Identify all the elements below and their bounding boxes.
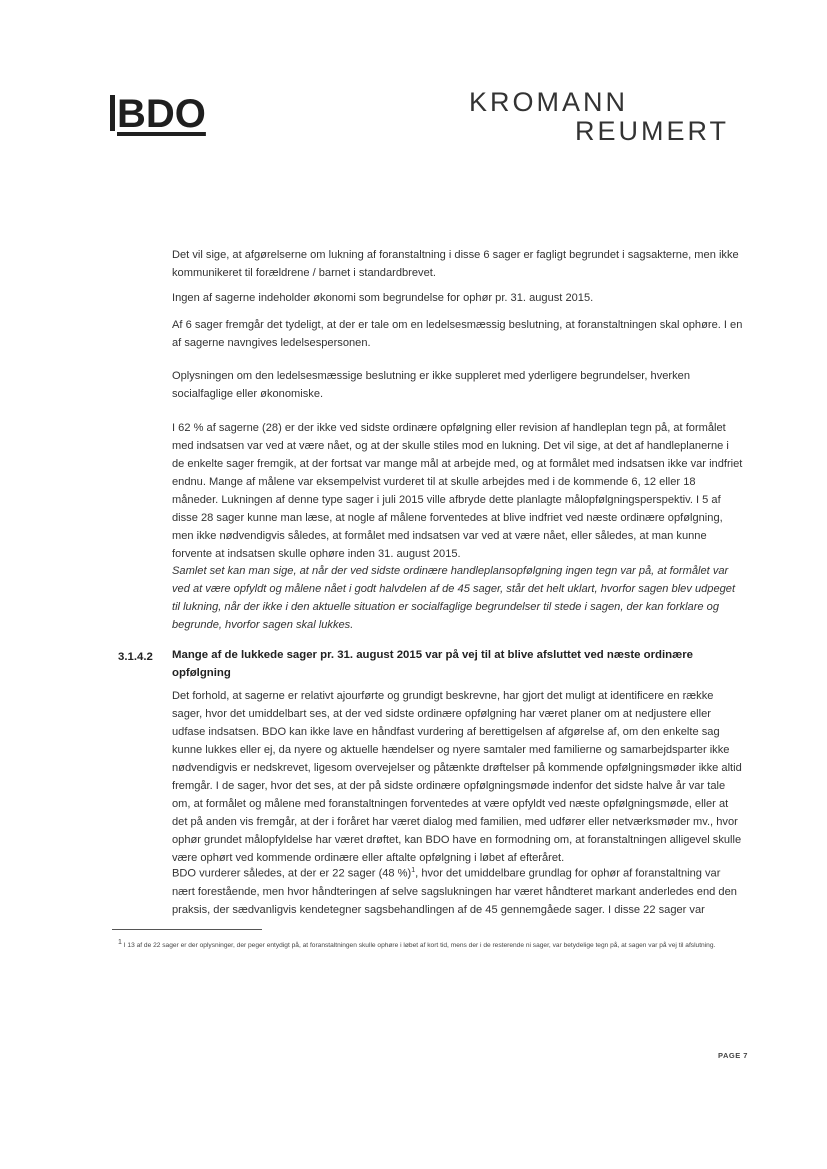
section-title: Mange af de lukkede sager pr. 31. august 2015 var på vej til at blive afsluttet ved næste ordinære opfølgning <box>172 649 693 679</box>
paragraph-4: Oplysningen om den ledelsesmæssige beslutning er ikke suppleret med yderligere begrundelser, hverken socialfaglige eller økonomiske. <box>172 370 690 400</box>
page-number: PAGE 7 <box>718 1051 748 1060</box>
paragraph-8-part1: BDO vurderer således, at der er 22 sager (48 %) <box>172 867 412 880</box>
footnote-reference: 1 <box>411 867 416 874</box>
paragraph-1: Det vil sige, at afgørelserne om lukning af foranstaltning i disse 6 sager er fagligt begrundet i sagsakterne, men ikke kommunikeret til forældrene / barnet i standardbrevet. <box>172 249 739 279</box>
paragraph-5: I 62 % af sagerne (28) er der ikke ved sidste ordinære opfølgning eller revision af handleplan tegn på, at formålet med indsatsen var ved at være nået, og at der skulle stiles mod en lukning. Det vil sige, at det af handleplanerne i de enkelte sager fremgik, at der fortsat var mange mål at arbejde med, og at formålet med indsatsen ikke var indfriet endnu. Mange af målene var eksempelvist vurderet til at skulle arbejdes med i de kommende 6, 12 eller 18 måneder. Lukningen af denne type sager i juli 2015 ville afbryde dette planlagte målopfølgningsperspektiv. I 5 af disse 28 sager kunne man læse, at nogle af målene forventedes at blive indfriet ved næste ordinære opfølgning, men ikke nødvendigvis således, at formålet med indsatsen var ved at være nået, eller således, at man kunne forvente at indsatsen skulle ophøre inden 31. august 2015. <box>172 422 743 560</box>
paragraph-8-part2: , hvor det umiddelbare grundlag for ophør af foranstaltning var nært forestående, men hvor håndteringen af selve sagslukningen har været håndteret markant anderledes end den praksis, der sædvanligvis kendetegner sagsbehandlingen af de 45 gennemgåede sager. I disse 22 sager var <box>172 867 737 916</box>
section-number: 3.1.4.2 <box>118 651 153 663</box>
bdo-logo-bar <box>110 95 115 131</box>
kromann-reumert-logo-line1: KROMANN <box>469 87 629 117</box>
paragraph-7: Det forhold, at sagerne er relativt ajourførte og grundigt beskrevne, har gjort det muligt at identificere en række sager, hvor det umiddelbart ses, at der ved sidste ordinære opfølgning har været planer om at nedjustere eller udfase indsatsen. BDO kan ikke lave en håndfast vurdering af berettigelsen af afgørelse af, om den enkelte sag kunne lukkes eller ej, da nyere og aktuelle hændelser og nyere samtaler med familierne og samarbejdsparter ikke nødvendigvis er nedskrevet, ligesom overvejelser og påtænkte drøftelser på kommende opfølgningsmøder ikke altid fremgår. I de sager, hvor det ses, at der på sidste ordinære opfølgningsmøde indenfor det sidste halve år var tale om, at formålet og målene med foranstaltningen forventedes at være opfyldt ved næste opfølgningsmøde, eller at det på anden vis fremgår, at der i foråret har været dialog med familien, med udfører eller netværksmøder mv., hvor ophør grundet målopfyldelse har været drøftet, kan BDO have en formodning om, at foranstaltningen alligevel skulle være ophørt ved kommende ordinære eller aftalte opfølgning i løbet af efteråret. <box>172 690 742 864</box>
paragraph-3: Af 6 sager fremgår det tydeligt, at der er tale om en ledelsesmæssig beslutning, at foranstaltningen skal ophøre. I en af sagerne navngives ledelsespersonen. <box>172 319 743 349</box>
footnote <box>118 934 758 954</box>
footnote-divider <box>112 929 262 930</box>
footnote-text: I 13 af de 22 sager er der oplysninger, der peger entydigt på, at foranstaltningen skulle ophøre i løbet af kort tid, mens der i de resterende ni sager, var betydelige tegn på, at sagen var på vej til afslutning. <box>123 942 716 950</box>
paragraph-6-conclusion: Samlet set kan man sige, at når der ved sidste ordinære handleplansopfølgning ingen tegn var på, at formålet var ved at være opfyldt og målene nået i godt halvdelen af de 45 sager, står det helt uklart, hvorfor sagen blev udpeget til lukning, når der ikke i den aktuelle situation er socialfaglige begrundelser til stede i sagen, der kan forklare og begrunde, hvorfor sagen skal lukkes. <box>172 565 736 631</box>
paragraph-8 <box>172 862 744 919</box>
paragraph-2: Ingen af sagerne indeholder økonomi som begrundelse for ophør pr. 31. august 2015. <box>172 292 594 304</box>
bdo-logo <box>110 92 206 137</box>
kromann-reumert-logo-line2: REUMERT <box>575 116 730 146</box>
bdo-logo-text: BDO <box>117 92 206 136</box>
footnote-marker: 1 <box>118 939 122 946</box>
kromann-reumert-logo <box>469 88 729 146</box>
